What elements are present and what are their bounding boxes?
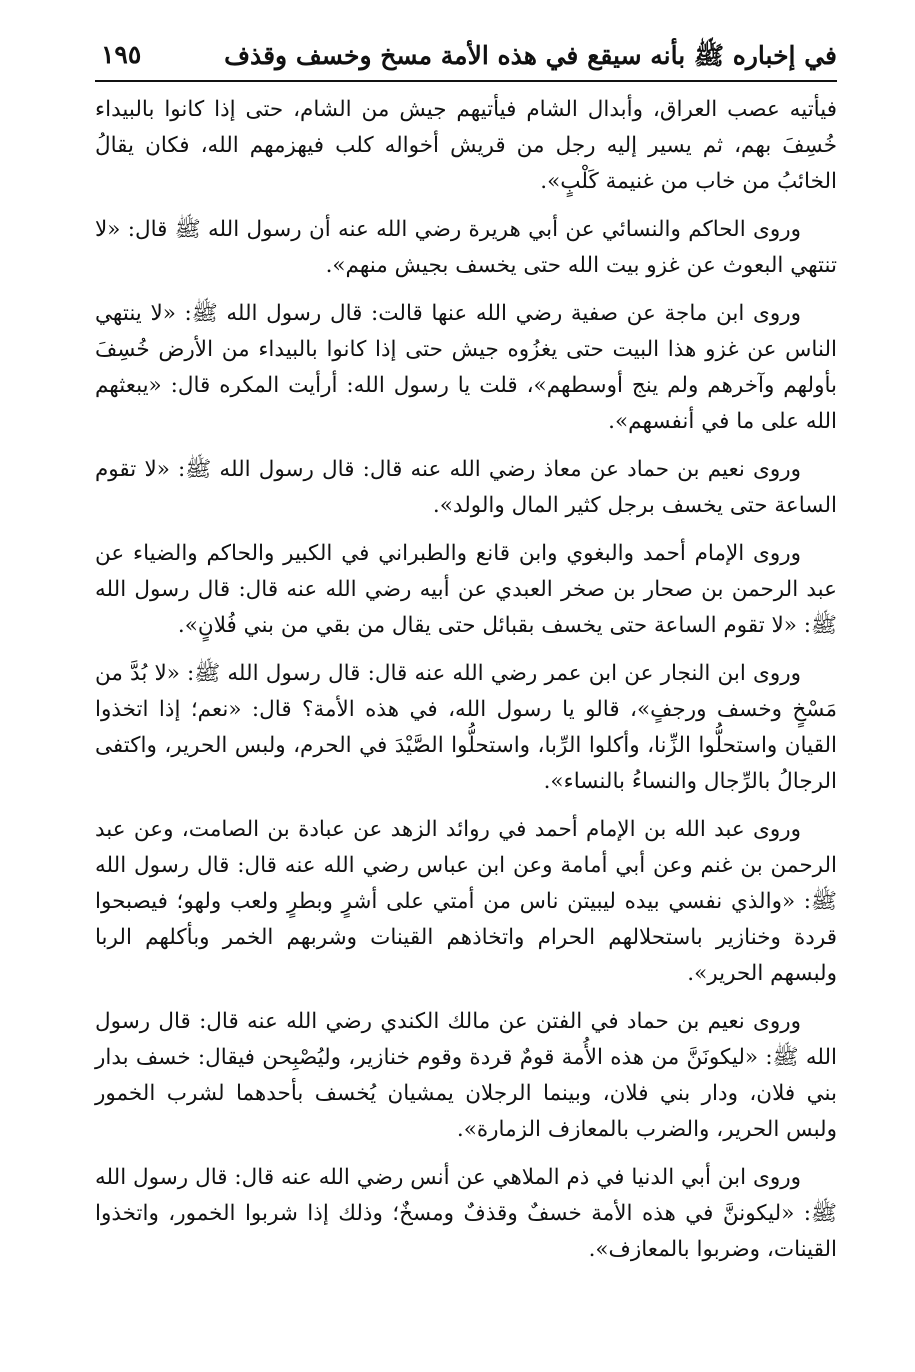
paragraph-9: وروى ابن أبي الدنيا في ذم الملاهي عن أنس رضي الله عنه قال: قال رسول الله ﷺ: «ليكوننَّ في هذه الأمة خسفٌ وقذفٌ ومسخٌ؛ وذلك إذا شربوا الخمور، واتخذوا القينات، وضربوا بالمعازف».	[95, 1165, 837, 1262]
page-number: ١٩٥	[101, 40, 142, 69]
paragraph-8: وروى نعيم بن حماد في الفتن عن مالك الكندي رضي الله عنه قال: قال رسول الله ﷺ: «ليكونَنَّ من هذه الأُمة قومٌ قردة وقوم خنازير، وليُصْبِحن فيقال: خسف بدار بني فلان، ودار بني فلان، وبينما الرجلان يمشيان يُخسف بأحدهما لشرب الخمور ولبس الحرير، والضرب بالمعازف الزمارة».	[95, 1009, 837, 1142]
chapter-title: في إخباره ﷺ بأنه سيقع في هذه الأمة مسخ وخسف وقذف	[224, 41, 837, 70]
body-text	[95, 92, 837, 1280]
header-divider	[95, 80, 837, 82]
paragraph-1: فيأتيه عصب العراق، وأبدال الشام فيأتيهم جيش من الشام، حتى إذا كانوا بالبيداء خُسِفَ بهم، ثم يسير إليه رجل من قريش أخواله كلب فيهزمهم الله، فكان يقالُ الخائبُ من خاب من غنيمة كَلْبٍ».	[95, 97, 837, 194]
paragraph-6: وروى ابن النجار عن ابن عمر رضي الله عنه قال: قال رسول الله ﷺ: «لا بُدَّ من مَسْخٍ وخسف ورجفٍ»، قالو يا رسول الله، في هذه الأمة؟ قال: «نعم؛ إذا اتخذوا القيان واستحلُّوا الزِّنا، وأكلوا الرِّبا، واستحلُّوا الصَّيْدَ في الحرم، ولبس الحرير، واكتفى الرجالُ بالرِّجال والنساءُ بالنساء».	[95, 661, 837, 794]
paragraph-5: وروى الإمام أحمد والبغوي وابن قانع والطبراني في الكبير والحاكم والضياء عن عبد الرحمن بن صحار بن صخر العبدي عن أبيه رضي الله عنه قال: قال رسول الله ﷺ: «لا تقوم الساعة حتى يخسف بقبائل حتى يقال من بقي من بني فُلانٍ».	[95, 541, 837, 638]
paragraph-2: وروى الحاكم والنسائي عن أبي هريرة رضي الله عنه أن رسول الله ﷺ قال: «لا تنتهي البعوث عن غزو بيت الله حتى يخسف بجيش منهم».	[95, 217, 837, 278]
paragraph-4: وروى نعيم بن حماد عن معاذ رضي الله عنه قال: قال رسول الله ﷺ: «لا تقوم الساعة حتى يخسف برجل كثير المال والولد».	[95, 457, 837, 518]
running-header	[95, 38, 837, 82]
paragraph-7: وروى عبد الله بن الإمام أحمد في روائد الزهد عن عبادة بن الصامت، وعن عبد الرحمن بن غنم وعن أبي أمامة وعن ابن عباس رضي الله عنه قال: قال رسول الله ﷺ: «والذي نفسي بيده ليبيتن ناس من أمتي على أشرٍ وبطرٍ ولعب ولهو؛ فيصبحوا قردة وخنازير باستحلالهم الحرام واتخاذهم القينات وشربهم الخمر وبأكلهم الربا ولبسهم الحرير».	[95, 817, 837, 986]
paragraph-3: وروى ابن ماجة عن صفية رضي الله عنها قالت: قال رسول الله ﷺ: «لا ينتهي الناس عن غزو هذا البيت حتى يغزُوه جيش حتى إذا كانوا بالبيداء من الأرض خُسِفَ بأولهم وآخرهم ولم ينج أوسطهم»، قلت يا رسول الله: أرأيت المكره قال: «يبعثهم الله على ما في أنفسهم».	[95, 301, 837, 434]
